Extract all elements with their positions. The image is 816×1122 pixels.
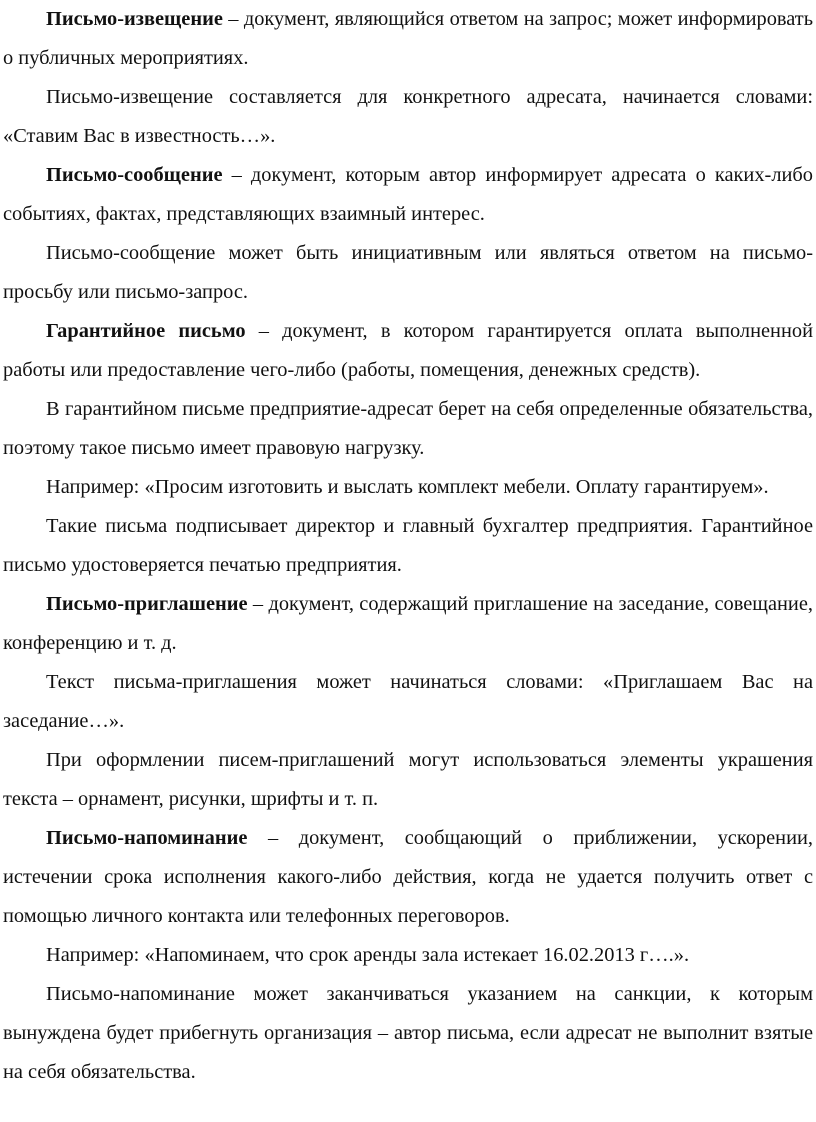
- paragraph-text: Например: «Просим изготовить и выслать комплект мебели. Оплату гарантируем».: [46, 476, 769, 498]
- paragraph-reminder-letter-sanctions: [3, 975, 813, 1092]
- paragraph-text: – документ, являющийся ответом на запрос; может информировать о публичных мероприятиях.: [3, 8, 813, 69]
- term-invitation-letter: Письмо-приглашение: [46, 593, 248, 615]
- paragraph-letter-notice-definition: [3, 0, 813, 78]
- paragraph-reminder-letter-definition: [3, 819, 813, 936]
- paragraph-invitation-letter-opening: [3, 663, 813, 741]
- paragraph-letter-notice-usage: [3, 78, 813, 156]
- paragraph-invitation-letter-decoration: [3, 741, 813, 819]
- paragraph-reminder-letter-example: [3, 936, 813, 975]
- term-guarantee-letter: Гарантийное письмо: [46, 320, 246, 342]
- paragraph-guarantee-letter-definition: [3, 312, 813, 390]
- paragraph-text: Письмо-сообщение может быть инициативным или являться ответом на письмо-просьбу или письмо-запрос.: [3, 242, 813, 303]
- paragraph-text: Письмо-напоминание может заканчиваться указанием на санкции, к которым вынуждена будет прибегнуть организация – автор письма, если адресат не выполнит взятые на себя обязательства.: [3, 983, 813, 1083]
- paragraph-guarantee-letter-example: [3, 468, 813, 507]
- paragraph-text: – документ, содержащий приглашение на заседание, совещание, конференцию и т. д.: [3, 593, 813, 654]
- paragraph-guarantee-letter-signing: [3, 507, 813, 585]
- paragraph-text: В гарантийном письме предприятие-адресат берет на себя определенные обязательства, поэтому такое письмо имеет правовую нагрузку.: [3, 398, 813, 459]
- term-letter-message: Письмо-сообщение: [46, 164, 223, 186]
- paragraph-guarantee-letter-obligations: [3, 390, 813, 468]
- paragraph-text: Например: «Напоминаем, что срок аренды зала истекает 16.02.2013 г….».: [46, 944, 690, 966]
- paragraph-text: Письмо-извещение составляется для конкретного адресата, начинается словами: «Ставим Вас в известность…».: [3, 86, 813, 147]
- paragraph-letter-message-definition: [3, 156, 813, 234]
- paragraph-text: – документ, которым автор информирует адресата о каких-либо событиях, фактах, представляющих взаимный интерес.: [3, 164, 813, 225]
- paragraph-text: Такие письма подписывает директор и главный бухгалтер предприятия. Гарантийное письмо удостоверяется печатью предприятия.: [3, 515, 813, 576]
- term-reminder-letter: Письмо-напоминание: [46, 827, 248, 849]
- paragraph-text: – документ, сообщающий о приближении, ускорении, истечении срока исполнения какого-либо действия, когда не удается получить ответ с помощью личного контакта или телефонных переговоров.: [3, 827, 813, 927]
- paragraph-text: Текст письма-приглашения может начинаться словами: «Приглашаем Вас на заседание…».: [3, 671, 813, 732]
- paragraph-text: При оформлении писем-приглашений могут использоваться элементы украшения текста – орнамент, рисунки, шрифты и т. п.: [3, 749, 813, 810]
- paragraph-letter-message-usage: [3, 234, 813, 312]
- term-letter-notice: Письмо-извещение: [46, 8, 223, 30]
- paragraph-text: – документ, в котором гарантируется оплата выполненной работы или предоставление чего-либо (работы, помещения, денежных средств).: [3, 320, 813, 381]
- paragraph-invitation-letter-definition: [3, 585, 813, 663]
